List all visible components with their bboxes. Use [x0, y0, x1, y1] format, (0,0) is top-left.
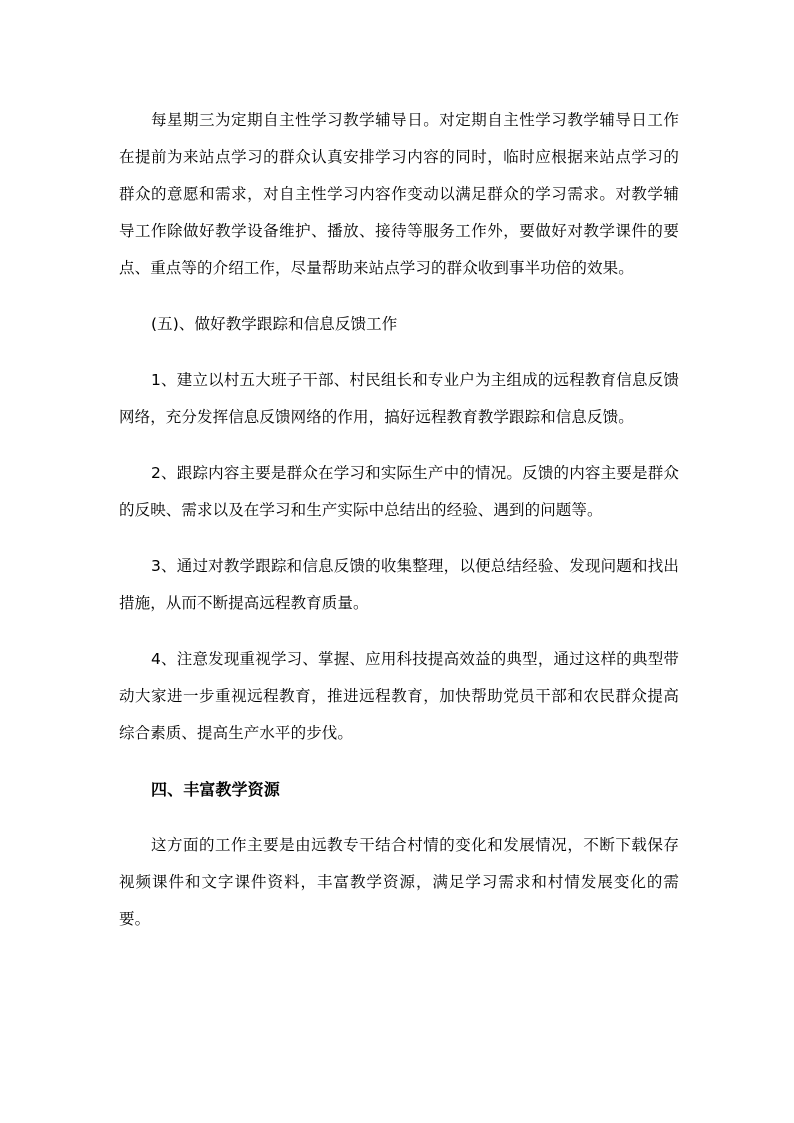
paragraph-item-1: 1、建立以村五大班子干部、村民组长和专业户为主组成的远程教育信息反馈网络，充分发挥信息反馈网络的作用，搞好远程教育教学跟踪和信息反馈。	[119, 371, 679, 426]
paragraph-item-2: 2、跟踪内容主要是群众在学习和实际生产中的情况。反馈的内容主要是群众的反映、需求以及在学习和生产实际中总结出的经验、遇到的问题等。	[119, 464, 679, 519]
section-heading-enrich-resources: 四、丰富教学资源	[151, 780, 280, 799]
section-heading-tracking-feedback: (五)、做好教学跟踪和信息反馈工作	[151, 315, 398, 333]
document-body	[119, 102, 679, 938]
paragraph-item-3: 3、通过对教学跟踪和信息反馈的收集整理，以便总结经验、发现问题和找出措施，从而不断提高远程教育质量。	[119, 557, 679, 612]
paragraph-resources: 这方面的工作主要是由远教专干结合村情的变化和发展情况，不断下载保存视频课件和文字课件资料，丰富教学资源，满足学习需求和村情发展变化的需要。	[119, 836, 679, 928]
paragraph-item-4: 4、注意发现重视学习、掌握、应用科技提高效益的典型，通过这样的典型带动大家进一步重视远程教育，推进远程教育，加快帮助党员干部和农民群众提高综合素质、提高生产水平的步伐。	[119, 650, 679, 742]
paragraph-tutoring-day: 每星期三为定期自主性学习教学辅导日。对定期自主性学习教学辅导日工作在提前为来站点学习的群众认真安排学习内容的同时，临时应根据来站点学习的群众的意愿和需求，对自主性学习内容作变动以满足群众的学习需求。对教学辅导工作除做好教学设备维护、播放、接待等服务工作外，要做好对教学课件的要点、重点等的介绍工作，尽量帮助来站点学习的群众收到事半功倍的效果。	[119, 111, 679, 277]
